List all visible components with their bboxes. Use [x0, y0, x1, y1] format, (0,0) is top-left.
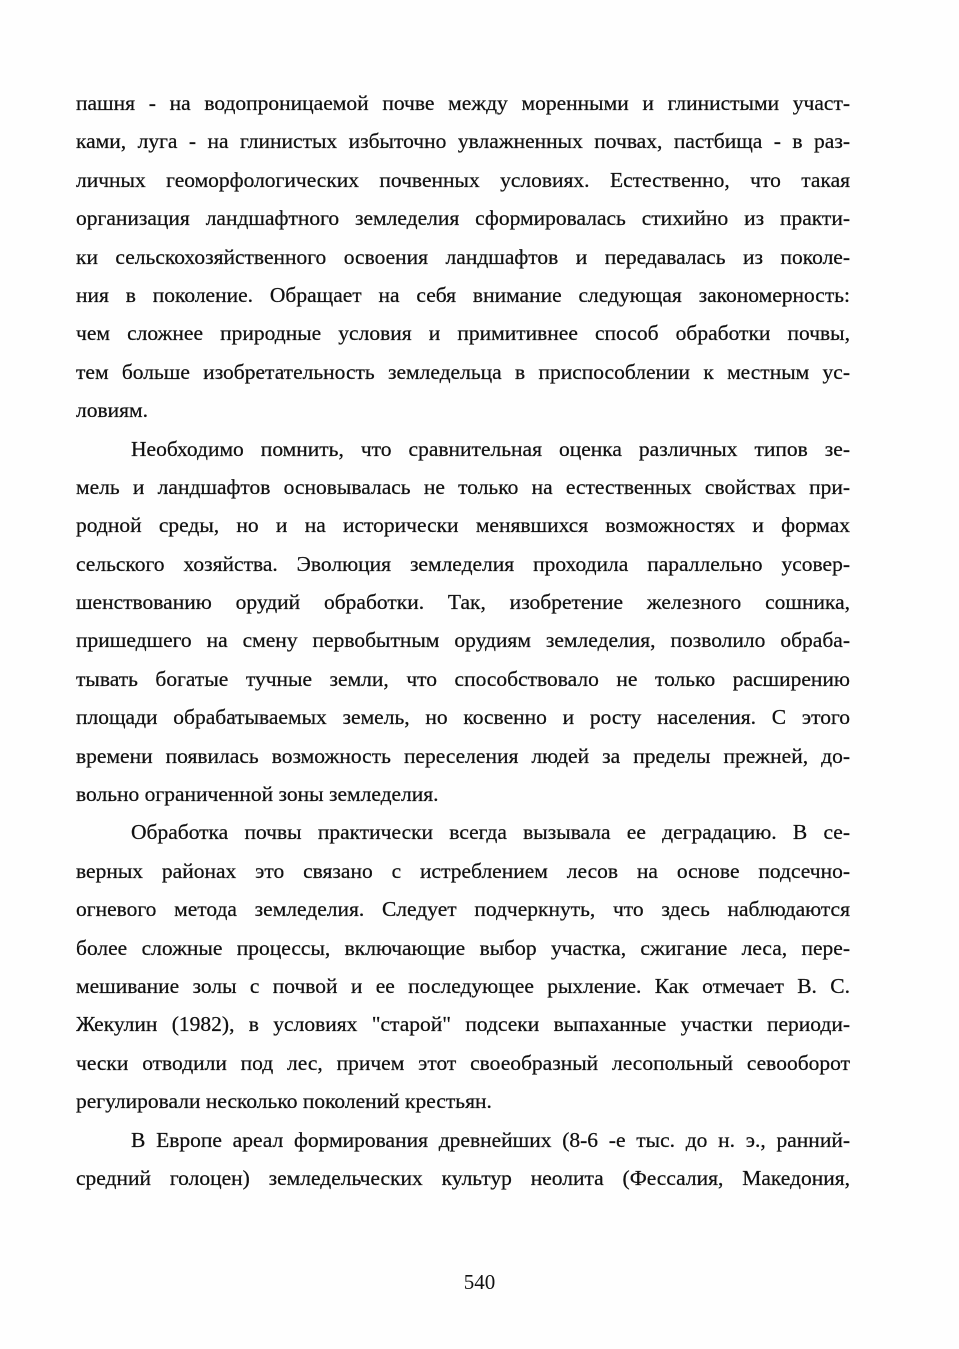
text-line: верных районах это связано с истреблением лесов на основе подсечно-: [76, 858, 850, 883]
page-number: 540: [463, 1270, 496, 1294]
text-line: огневого метода земледелия. Следует подчеркнуть, что здесь наблюдаются: [76, 897, 850, 922]
text-line: площади обрабатываемых земель, но косвенно и росту населения. С этого: [76, 705, 850, 730]
text-line: средний голоцен) земледельческих культур неолита (Фессалия, Македония,: [76, 1165, 850, 1190]
text-line: пашня - на водопроницаемой почве между моренными и глинистыми участ-: [76, 91, 850, 115]
text-line: сельского хозяйства. Эволюция земледелия проходила параллельно усовер-: [76, 551, 850, 576]
text-line: мешивание золы с почвой и ее последующее рыхление. Как отмечает В. С.: [76, 973, 850, 998]
body-text: [76, 84, 850, 1197]
text-line: Жекулин (1982), в условиях "старой" подсеки выпаханные участки периоди-: [76, 1012, 850, 1037]
text-line: мель и ландшафтов основывалась не только на естественных свойствах при-: [76, 474, 850, 499]
text-line: ния в поколение. Обращает на себя внимание следующая закономерность:: [76, 282, 850, 307]
text-line: организация ландшафтного земледелия сформировалась стихийно из практи-: [76, 206, 850, 231]
text-line: вольно ограниченной зоны земледелия.: [76, 782, 439, 807]
text-line: тем больше изобретательность земледельца в приспособлении к местным ус-: [76, 359, 850, 384]
text-line: чем сложнее природные условия и примитивнее способ обработки почвы,: [76, 321, 850, 346]
text-line: личных геоморфологических почвенных условиях. Естественно, что такая: [76, 167, 850, 192]
text-line: родной среды, но и на исторически менявшихся возможностях и формах: [76, 513, 850, 538]
text-line: времени появилась возможность переселения людей за пределы прежней, до-: [76, 743, 850, 768]
text-line: ками, луга - на глинистых избыточно увлажненных почвах, пастбища - в раз-: [76, 129, 850, 154]
text-line: тывать богатые тучные земли, что способствовало не только расширению: [76, 666, 850, 691]
paragraph-first-line: Обработка почвы практически всегда вызывала ее деградацию. В се-: [131, 820, 850, 845]
text-line: чески отводили под лес, причем этот своеобразный лесопольный севооборот: [76, 1050, 850, 1075]
paragraph-first-line: В Европе ареал формирования древнейших (8-6 -е тыс. до н. э., ранний-: [131, 1127, 850, 1152]
paragraph-first-line: Необходимо помнить, что сравнительная оценка различных типов зе-: [131, 436, 850, 461]
text-line: шенствованию орудий обработки. Так, изобретение железного сошника,: [76, 590, 850, 615]
text-line: более сложные процессы, включающие выбор участка, сжигание леса, пере-: [76, 935, 850, 960]
text-line: ки сельскохозяйственного освоения ландшафтов и передавалась из поколе-: [76, 244, 850, 269]
text-line: пришедшего на смену первобытным орудиям земледелия, позволило обраба-: [76, 628, 850, 653]
text-line: ловиям.: [76, 398, 149, 423]
text-line: регулировали несколько поколений крестьян.: [76, 1089, 492, 1114]
